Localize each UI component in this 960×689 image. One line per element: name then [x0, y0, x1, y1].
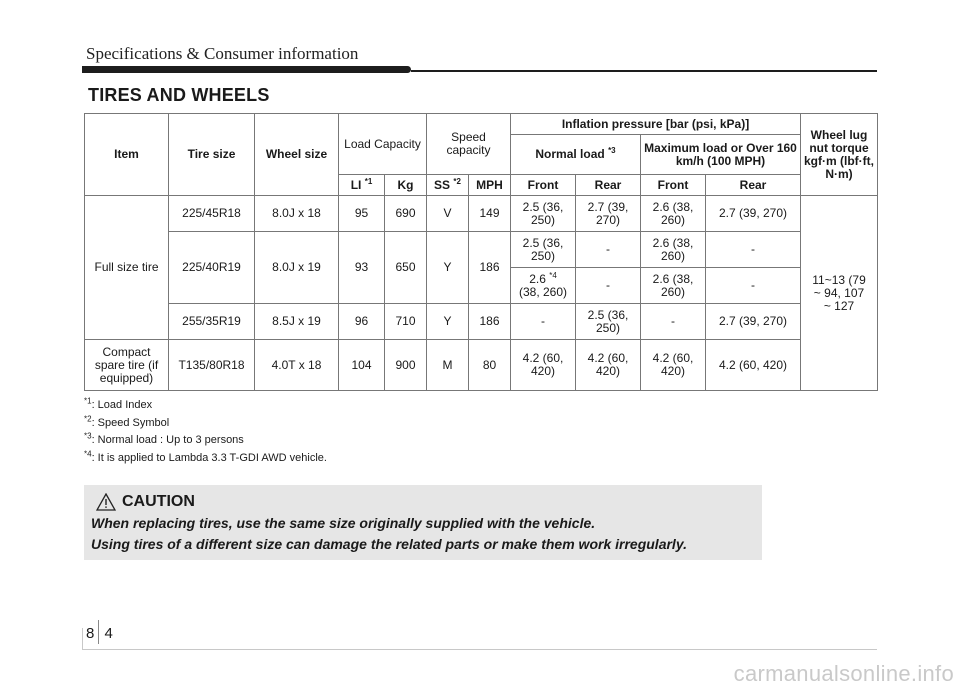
page-chapter: 8 — [86, 625, 95, 642]
footnote — [84, 415, 327, 433]
lug-nut-torque: 11~13 (79 ~ 94, 107 ~ 127 — [801, 196, 878, 391]
cell-kg: 690 — [385, 196, 427, 232]
cell-li: 93 — [339, 232, 385, 304]
cell-mph: 186 — [469, 304, 511, 340]
cell-max-rear: 2.7 (39, 270) — [706, 304, 801, 340]
footnote — [84, 450, 327, 468]
cell-normal-front — [511, 268, 576, 304]
ss-label: SS — [434, 177, 451, 192]
header-mph: MPH — [469, 175, 511, 196]
header-max-rear: Rear — [706, 175, 801, 196]
cell-max-rear: 2.7 (39, 270) — [706, 196, 801, 232]
cell-star: *4 — [549, 270, 557, 280]
footer-rule — [82, 649, 877, 650]
header-normal-rear: Rear — [576, 175, 641, 196]
page-index: 4 — [104, 625, 113, 642]
cell-ss: Y — [427, 304, 469, 340]
cell-value: 2.6 — [529, 271, 546, 286]
header-load-capacity: Load Capacity — [339, 114, 427, 175]
cell-normal-rear: - — [576, 232, 641, 268]
header-bar — [82, 66, 411, 73]
footnote-text: : Speed Symbol — [91, 416, 170, 429]
cell-ss: M — [427, 340, 469, 391]
cell-wheel: 8.0J x 19 — [255, 232, 339, 304]
header-normal-front: Front — [511, 175, 576, 196]
cell-max-front: 2.6 (38, 260) — [641, 196, 706, 232]
section-title: TIRES AND WHEELS — [88, 85, 270, 105]
cell-normal-front: - — [511, 304, 576, 340]
cell-max-front: 2.6 (38, 260) — [641, 268, 706, 304]
header-title: Specifications & Consumer information — [86, 44, 359, 63]
header-max-load: Maximum load or Over 160 km/h (100 MPH) — [641, 135, 801, 175]
normal-load-label: Normal load — [535, 147, 605, 161]
header-speed-capacity: Speed capacity — [427, 114, 511, 175]
cell-wheel: 8.0J x 18 — [255, 196, 339, 232]
cell-mph: 80 — [469, 340, 511, 391]
cell-max-rear: - — [706, 232, 801, 268]
footnote-text: : It is applied to Lambda 3.3 T-GDI AWD vehicle. — [91, 451, 327, 464]
caution-title: CAUTION — [122, 493, 195, 510]
cell-mph: 186 — [469, 232, 511, 304]
footnote-text: : Load Index — [91, 399, 153, 411]
cell-ss: Y — [427, 232, 469, 304]
table-row — [85, 232, 878, 268]
header-wheel-size: Wheel size — [255, 114, 339, 196]
li-star: *1 — [364, 176, 373, 186]
table-row — [85, 304, 878, 340]
caution-box — [84, 485, 762, 560]
page-number — [86, 625, 113, 642]
footer-tick — [82, 628, 83, 649]
header-normal-load — [511, 135, 641, 175]
watermark-text: carmanualsonline.info — [733, 661, 954, 686]
cell-kg: 710 — [385, 304, 427, 340]
header-kg: Kg — [385, 175, 427, 196]
cell-wheel: 8.5J x 19 — [255, 304, 339, 340]
cell-max-rear: - — [706, 268, 801, 304]
footnote-star: *1 — [84, 396, 92, 406]
caution-text-2: Using tires of a different size can damage the related parts or make them work irregularly. — [91, 536, 687, 552]
cell-normal-front: 4.2 (60, 420) — [511, 340, 576, 391]
cell-value-sub: (38, 260) — [518, 284, 568, 299]
header-tire-size: Tire size — [169, 114, 255, 196]
cell-tire: 225/40R19 — [169, 232, 255, 304]
cell-mph: 149 — [469, 196, 511, 232]
tires-wheels-table — [84, 113, 878, 391]
footnote-star: *4 — [84, 448, 92, 458]
cell-normal-front: 2.5 (36, 250) — [511, 232, 576, 268]
header-inflation-pressure: Inflation pressure [bar (psi, kPa)] — [511, 114, 801, 135]
cell-li: 95 — [339, 196, 385, 232]
footnote — [84, 397, 327, 415]
cell-normal-rear: - — [576, 268, 641, 304]
footnote-text: : Normal load : Up to 3 persons — [91, 434, 244, 446]
cell-max-front: 2.6 (38, 260) — [641, 232, 706, 268]
cell-kg: 900 — [385, 340, 427, 391]
full-size-tire-label: Full size tire — [85, 196, 169, 340]
footnote — [84, 432, 327, 450]
cell-normal-front: 2.5 (36, 250) — [511, 196, 576, 232]
footnote-star: *3 — [84, 431, 92, 441]
cell-kg: 650 — [385, 232, 427, 304]
cell-normal-rear: 2.5 (36, 250) — [576, 304, 641, 340]
table-row — [85, 340, 878, 391]
cell-max-rear: 4.2 (60, 420) — [706, 340, 801, 391]
li-label: LI — [350, 177, 362, 192]
cell-ss: V — [427, 196, 469, 232]
header-max-front: Front — [641, 175, 706, 196]
cell-max-front: 4.2 (60, 420) — [641, 340, 706, 391]
cell-normal-rear: 2.7 (39, 270) — [576, 196, 641, 232]
caution-text-1: When replacing tires, use the same size originally supplied with the vehicle. — [91, 515, 596, 531]
cell-wheel: 4.0T x 18 — [255, 340, 339, 391]
footnote-star: *2 — [84, 413, 92, 423]
cell-li: 104 — [339, 340, 385, 391]
cell-tire: 255/35R19 — [169, 304, 255, 340]
header-rule — [411, 70, 877, 72]
footnotes — [84, 397, 327, 467]
header-wheel-lug: Wheel lug nut torque kgf·m (lbf·ft, N·m) — [801, 114, 878, 196]
ss-star: *2 — [453, 176, 461, 186]
caution-heading — [96, 493, 195, 511]
normal-load-star: *3 — [608, 146, 616, 155]
cell-li: 96 — [339, 304, 385, 340]
header-item: Item — [85, 114, 169, 196]
table-row — [85, 196, 878, 232]
cell-tire: 225/45R18 — [169, 196, 255, 232]
header-ss — [427, 175, 469, 196]
compact-spare-label: Compact spare tire (if equipped) — [85, 340, 169, 391]
header-li — [339, 175, 385, 196]
cell-max-front: - — [641, 304, 706, 340]
cell-tire: T135/80R18 — [169, 340, 255, 391]
warning-triangle-icon — [96, 493, 116, 511]
cell-normal-rear: 4.2 (60, 420) — [576, 340, 641, 391]
